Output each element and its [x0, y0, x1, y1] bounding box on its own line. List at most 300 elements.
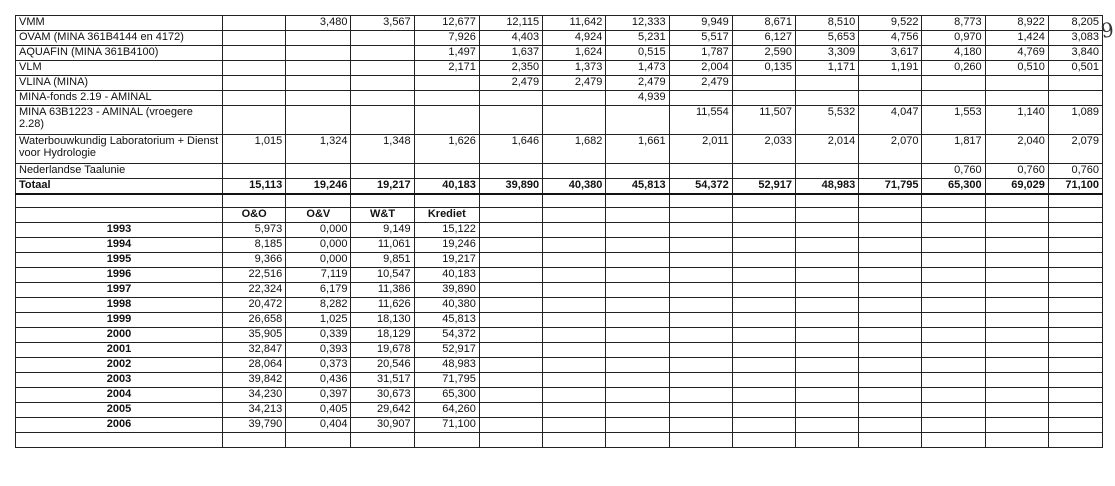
funding-value-cell: [222, 76, 285, 91]
funding-value-cell: [669, 164, 732, 179]
empty-cell: [543, 298, 606, 313]
empty-cell: [543, 238, 606, 253]
funding-value-cell: [286, 31, 351, 46]
empty-cell: [859, 313, 922, 328]
funding-value-cell: [286, 46, 351, 61]
summary-value-cell: 34,230: [222, 388, 285, 403]
funding-value-cell: [414, 164, 479, 179]
empty-cell: [732, 268, 795, 283]
summary-header-row: [16, 208, 1103, 223]
summary-value-cell: 11,386: [351, 283, 414, 298]
funding-value-cell: 2,479: [479, 76, 542, 91]
funding-value-cell: 7,926: [414, 31, 479, 46]
summary-value-cell: 32,847: [222, 343, 285, 358]
empty-cell: [543, 283, 606, 298]
empty-cell: [922, 343, 985, 358]
year-label: 2005: [16, 403, 223, 418]
empty-cell: [543, 194, 606, 208]
funding-value-cell: 1,140: [985, 106, 1048, 135]
empty-cell: [796, 223, 859, 238]
funding-value-cell: 1,624: [543, 46, 606, 61]
empty-cell: [1048, 373, 1102, 388]
funding-value-cell: [351, 46, 414, 61]
funding-value-cell: [479, 91, 542, 106]
funding-source-label: MINA-fonds 2.19 - AMINAL: [16, 91, 223, 106]
funding-value-cell: 1,015: [222, 135, 285, 164]
funding-value-cell: [286, 106, 351, 135]
empty-cell: [479, 268, 542, 283]
empty-cell: [669, 328, 732, 343]
summary-value-cell: 20,546: [351, 358, 414, 373]
year-label: 1997: [16, 283, 223, 298]
empty-cell: [543, 313, 606, 328]
summary-row: [16, 328, 1103, 343]
empty-cell: [543, 223, 606, 238]
funding-value-cell: [543, 106, 606, 135]
summary-value-cell: 0,339: [286, 328, 351, 343]
funding-value-cell: 2,479: [606, 76, 669, 91]
funding-value-cell: 9,522: [859, 16, 922, 31]
empty-cell: [1048, 268, 1102, 283]
empty-cell: [606, 343, 669, 358]
empty-cell: [732, 253, 795, 268]
funding-value-cell: 0,760: [985, 164, 1048, 179]
empty-cell: [606, 403, 669, 418]
funding-value-cell: 0,760: [922, 164, 985, 179]
empty-cell: [1048, 358, 1102, 373]
summary-column-header: W&T: [351, 208, 414, 223]
funding-row: [16, 46, 1103, 61]
funding-value-cell: 2,479: [669, 76, 732, 91]
funding-value-cell: 1,497: [414, 46, 479, 61]
funding-value-cell: [859, 164, 922, 179]
summary-value-cell: 39,790: [222, 418, 285, 433]
empty-cell: [922, 433, 985, 448]
summary-value-cell: 28,064: [222, 358, 285, 373]
funding-value-cell: [222, 91, 285, 106]
funding-value-cell: [222, 106, 285, 135]
empty-cell: [606, 433, 669, 448]
summary-row: [16, 343, 1103, 358]
empty-cell: [669, 268, 732, 283]
empty-cell: [669, 373, 732, 388]
empty-cell: [985, 313, 1048, 328]
empty-cell: [732, 283, 795, 298]
funding-value-cell: 0,260: [922, 61, 985, 76]
empty-cell: [606, 418, 669, 433]
summary-value-cell: 11,061: [351, 238, 414, 253]
funding-row: [16, 61, 1103, 76]
empty-cell: [1048, 238, 1102, 253]
funding-value-cell: [351, 76, 414, 91]
funding-value-cell: [414, 91, 479, 106]
summary-value-cell: 6,179: [286, 283, 351, 298]
empty-cell: [479, 238, 542, 253]
empty-cell: [606, 388, 669, 403]
empty-cell: [796, 373, 859, 388]
funding-value-cell: [351, 31, 414, 46]
empty-cell: [796, 418, 859, 433]
funding-value-cell: 9,949: [669, 16, 732, 31]
empty-cell: [796, 283, 859, 298]
funding-row: [16, 106, 1103, 135]
year-label: 2003: [16, 373, 223, 388]
summary-value-cell: 0,393: [286, 343, 351, 358]
funding-value-cell: 1,661: [606, 135, 669, 164]
summary-value-cell: 39,842: [222, 373, 285, 388]
funding-value-cell: 0,510: [985, 61, 1048, 76]
empty-cell: [859, 403, 922, 418]
funding-row: [16, 91, 1103, 106]
empty-cell: [479, 253, 542, 268]
empty-cell: [732, 194, 795, 208]
empty-cell: [669, 358, 732, 373]
empty-cell: [351, 194, 414, 208]
spacer-row: [16, 194, 1103, 208]
empty-cell: [479, 283, 542, 298]
summary-value-cell: 8,185: [222, 238, 285, 253]
empty-cell: [922, 194, 985, 208]
empty-cell: [669, 343, 732, 358]
empty-cell: [543, 433, 606, 448]
total-value-cell: 65,300: [922, 179, 985, 195]
total-label: Totaal: [16, 179, 223, 195]
funding-value-cell: 1,682: [543, 135, 606, 164]
summary-row: [16, 283, 1103, 298]
empty-cell: [859, 328, 922, 343]
year-label: 2006: [16, 418, 223, 433]
empty-cell: [732, 313, 795, 328]
empty-cell: [606, 298, 669, 313]
summary-value-cell: 7,119: [286, 268, 351, 283]
empty-cell: [922, 373, 985, 388]
summary-value-cell: 52,917: [414, 343, 479, 358]
funding-value-cell: 12,677: [414, 16, 479, 31]
summary-value-cell: 65,300: [414, 388, 479, 403]
empty-cell: [543, 253, 606, 268]
funding-value-cell: [732, 76, 795, 91]
empty-cell: [669, 223, 732, 238]
empty-cell: [479, 194, 542, 208]
empty-cell: [922, 298, 985, 313]
funding-value-cell: 8,671: [732, 16, 795, 31]
empty-cell: [669, 238, 732, 253]
year-label: 1996: [16, 268, 223, 283]
funding-value-cell: 0,135: [732, 61, 795, 76]
empty-cell: [669, 313, 732, 328]
empty-cell: [922, 268, 985, 283]
funding-value-cell: 1,553: [922, 106, 985, 135]
funding-value-cell: [351, 164, 414, 179]
summary-row: [16, 388, 1103, 403]
funding-value-cell: 5,532: [796, 106, 859, 135]
summary-value-cell: 9,366: [222, 253, 285, 268]
empty-cell: [286, 194, 351, 208]
funding-value-cell: 0,515: [606, 46, 669, 61]
total-row: [16, 179, 1103, 195]
empty-cell: [732, 433, 795, 448]
empty-cell: [922, 313, 985, 328]
empty-cell: [222, 194, 285, 208]
funding-source-label: MINA 63B1223 - AMINAL (vroegere 2.28): [16, 106, 223, 135]
empty-cell: [732, 208, 795, 223]
empty-cell: [479, 388, 542, 403]
summary-value-cell: 26,658: [222, 313, 285, 328]
summary-row: [16, 223, 1103, 238]
empty-cell: [985, 373, 1048, 388]
funding-value-cell: [286, 164, 351, 179]
funding-value-cell: 1,089: [1048, 106, 1102, 135]
funding-value-cell: 0,970: [922, 31, 985, 46]
summary-value-cell: 10,547: [351, 268, 414, 283]
funding-value-cell: 4,939: [606, 91, 669, 106]
summary-value-cell: 0,373: [286, 358, 351, 373]
total-value-cell: 69,029: [985, 179, 1048, 195]
summary-value-cell: 0,397: [286, 388, 351, 403]
funding-value-cell: 4,047: [859, 106, 922, 135]
empty-cell: [796, 208, 859, 223]
empty-cell: [922, 358, 985, 373]
empty-cell: [985, 403, 1048, 418]
empty-cell: [859, 223, 922, 238]
funding-row: [16, 16, 1103, 31]
empty-cell: [732, 298, 795, 313]
empty-cell: [606, 208, 669, 223]
funding-row: [16, 135, 1103, 164]
empty-cell: [543, 358, 606, 373]
funding-value-cell: 3,840: [1048, 46, 1102, 61]
funding-value-cell: 3,083: [1048, 31, 1102, 46]
empty-cell: [479, 208, 542, 223]
empty-cell: [543, 373, 606, 388]
empty-cell: [796, 238, 859, 253]
summary-value-cell: 19,246: [414, 238, 479, 253]
summary-value-cell: 31,517: [351, 373, 414, 388]
summary-value-cell: 54,372: [414, 328, 479, 343]
summary-row: [16, 403, 1103, 418]
summary-value-cell: 40,183: [414, 268, 479, 283]
empty-cell: [1048, 418, 1102, 433]
funding-value-cell: [985, 76, 1048, 91]
empty-cell: [669, 208, 732, 223]
funding-value-cell: 11,642: [543, 16, 606, 31]
empty-cell: [922, 208, 985, 223]
empty-cell: [922, 223, 985, 238]
funding-value-cell: [1048, 76, 1102, 91]
empty-cell: [1048, 433, 1102, 448]
empty-cell: [669, 403, 732, 418]
empty-cell: [796, 298, 859, 313]
summary-value-cell: 18,129: [351, 328, 414, 343]
empty-cell: [796, 313, 859, 328]
summary-value-cell: 15,122: [414, 223, 479, 238]
empty-cell: [606, 283, 669, 298]
empty-cell: [985, 358, 1048, 373]
summary-value-cell: 11,626: [351, 298, 414, 313]
empty-cell: [606, 373, 669, 388]
empty-cell: [222, 433, 285, 448]
empty-cell: [796, 403, 859, 418]
empty-cell: [669, 283, 732, 298]
funding-value-cell: 1,817: [922, 135, 985, 164]
funding-value-cell: [222, 31, 285, 46]
funding-value-cell: [286, 76, 351, 91]
funding-value-cell: [286, 91, 351, 106]
empty-cell: [479, 223, 542, 238]
funding-value-cell: 1,646: [479, 135, 542, 164]
total-value-cell: 15,113: [222, 179, 285, 195]
funding-value-cell: 4,403: [479, 31, 542, 46]
funding-value-cell: 1,348: [351, 135, 414, 164]
empty-cell: [732, 238, 795, 253]
total-value-cell: 71,100: [1048, 179, 1102, 195]
empty-cell: [543, 403, 606, 418]
empty-cell: [479, 343, 542, 358]
empty-cell: [16, 433, 223, 448]
funding-value-cell: 4,924: [543, 31, 606, 46]
spacer-row: [16, 433, 1103, 448]
empty-cell: [606, 268, 669, 283]
funding-value-cell: 12,115: [479, 16, 542, 31]
funding-value-cell: 2,070: [859, 135, 922, 164]
year-label: 2002: [16, 358, 223, 373]
summary-value-cell: 20,472: [222, 298, 285, 313]
funding-value-cell: 0,760: [1048, 164, 1102, 179]
funding-value-cell: 11,507: [732, 106, 795, 135]
empty-cell: [985, 388, 1048, 403]
empty-cell: [922, 283, 985, 298]
empty-cell: [859, 373, 922, 388]
funding-value-cell: 4,180: [922, 46, 985, 61]
empty-cell: [985, 328, 1048, 343]
empty-cell: [414, 433, 479, 448]
funding-value-cell: [222, 16, 285, 31]
empty-cell: [732, 388, 795, 403]
funding-source-label: VLINA (MINA): [16, 76, 223, 91]
empty-cell: [479, 403, 542, 418]
empty-cell: [796, 268, 859, 283]
empty-cell: [669, 388, 732, 403]
empty-cell: [732, 343, 795, 358]
empty-cell: [922, 253, 985, 268]
funding-value-cell: [414, 76, 479, 91]
summary-value-cell: 29,642: [351, 403, 414, 418]
empty-cell: [985, 208, 1048, 223]
funding-value-cell: [796, 91, 859, 106]
empty-cell: [1048, 223, 1102, 238]
empty-cell: [859, 433, 922, 448]
funding-value-cell: 3,567: [351, 16, 414, 31]
summary-value-cell: 22,324: [222, 283, 285, 298]
empty-cell: [669, 194, 732, 208]
empty-cell: [479, 328, 542, 343]
empty-cell: [732, 373, 795, 388]
funding-value-cell: 8,205: [1048, 16, 1102, 31]
empty-cell: [985, 343, 1048, 358]
funding-value-cell: 1,373: [543, 61, 606, 76]
funding-source-label: VLM: [16, 61, 223, 76]
total-value-cell: 52,917: [732, 179, 795, 195]
empty-cell: [985, 298, 1048, 313]
funding-value-cell: 2,479: [543, 76, 606, 91]
empty-cell: [479, 313, 542, 328]
summary-value-cell: 0,000: [286, 253, 351, 268]
empty-cell: [922, 403, 985, 418]
empty-cell: [1048, 253, 1102, 268]
funding-value-cell: 3,480: [286, 16, 351, 31]
funding-value-cell: 1,171: [796, 61, 859, 76]
summary-value-cell: 71,795: [414, 373, 479, 388]
summary-value-cell: 48,983: [414, 358, 479, 373]
empty-cell: [606, 238, 669, 253]
empty-cell: [859, 358, 922, 373]
summary-value-cell: 0,405: [286, 403, 351, 418]
empty-cell: [796, 433, 859, 448]
funding-value-cell: 1,473: [606, 61, 669, 76]
funding-value-cell: 8,922: [985, 16, 1048, 31]
empty-cell: [479, 373, 542, 388]
empty-cell: [859, 343, 922, 358]
funding-value-cell: [922, 76, 985, 91]
empty-cell: [1048, 208, 1102, 223]
empty-cell: [16, 194, 223, 208]
summary-value-cell: 0,000: [286, 223, 351, 238]
empty-cell: [286, 433, 351, 448]
empty-cell: [859, 388, 922, 403]
funding-value-cell: [222, 46, 285, 61]
summary-value-cell: 8,282: [286, 298, 351, 313]
empty-cell: [796, 253, 859, 268]
summary-row: [16, 358, 1103, 373]
summary-value-cell: 18,130: [351, 313, 414, 328]
funding-table: [15, 15, 1103, 448]
empty-cell: [985, 433, 1048, 448]
empty-cell: [479, 418, 542, 433]
summary-row: [16, 238, 1103, 253]
empty-cell: [543, 343, 606, 358]
funding-value-cell: [286, 61, 351, 76]
empty-cell: [732, 418, 795, 433]
summary-row: [16, 268, 1103, 283]
empty-cell: [922, 328, 985, 343]
empty-cell: [479, 433, 542, 448]
funding-value-cell: 0,501: [1048, 61, 1102, 76]
summary-value-cell: 71,100: [414, 418, 479, 433]
empty-cell: [414, 194, 479, 208]
funding-value-cell: [859, 91, 922, 106]
empty-cell: [922, 388, 985, 403]
funding-source-label: VMM: [16, 16, 223, 31]
empty-cell: [1048, 388, 1102, 403]
funding-row: [16, 31, 1103, 46]
funding-row: [16, 76, 1103, 91]
empty-cell: [606, 313, 669, 328]
empty-cell: [543, 328, 606, 343]
funding-value-cell: [414, 106, 479, 135]
funding-value-cell: [543, 91, 606, 106]
empty-cell: [669, 418, 732, 433]
funding-value-cell: [351, 91, 414, 106]
funding-value-cell: 12,333: [606, 16, 669, 31]
funding-value-cell: 3,309: [796, 46, 859, 61]
summary-row: [16, 298, 1103, 313]
empty-cell: [1048, 328, 1102, 343]
funding-source-label: Waterbouwkundig Laboratorium + Dienst voor Hydrologie: [16, 135, 223, 164]
funding-value-cell: [669, 91, 732, 106]
funding-value-cell: 1,626: [414, 135, 479, 164]
funding-value-cell: 2,079: [1048, 135, 1102, 164]
empty-cell: [922, 238, 985, 253]
